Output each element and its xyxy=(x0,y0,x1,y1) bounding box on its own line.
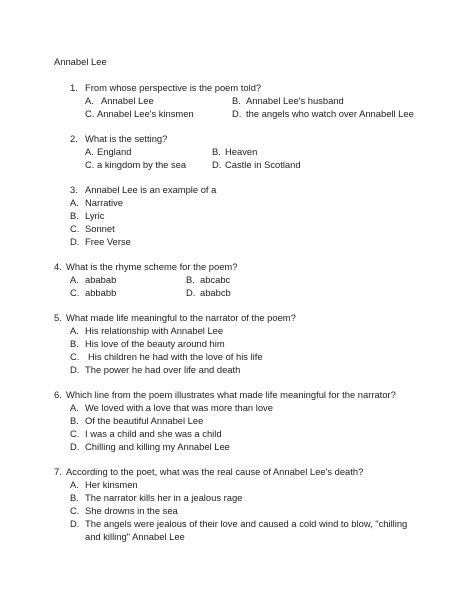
option-letter: D. xyxy=(186,287,196,298)
question-number: 6. xyxy=(54,389,62,400)
question-number: 1. xyxy=(70,82,78,93)
option-letter: B. xyxy=(212,146,221,157)
question-number: 3. xyxy=(70,184,78,195)
option-text: abcabc xyxy=(200,274,231,285)
option-letter: D. xyxy=(70,364,80,375)
option-text-continuation: and killing" Annabel Lee xyxy=(85,531,185,542)
option-text: I was a child and she was a child xyxy=(85,428,222,439)
option-text: Free Verse xyxy=(85,236,131,247)
option-text: Castle in Scotland xyxy=(225,159,301,170)
option-text: She drowns in the sea xyxy=(85,505,178,516)
option-text: We loved with a love that was more than love xyxy=(85,402,273,413)
option-text: abbabb xyxy=(85,287,117,298)
option-letter: A. xyxy=(70,197,79,208)
option-text: Annabel Lee's husband xyxy=(246,95,344,106)
question-number: 4. xyxy=(54,261,62,272)
option-text: Her kinsmen xyxy=(85,479,138,490)
option-letter: D. xyxy=(70,518,80,529)
option-letter: D. xyxy=(212,159,222,170)
option-text: ababab xyxy=(85,274,117,285)
option-letter: B. xyxy=(70,338,79,349)
option-letter: A. xyxy=(70,402,79,413)
option-letter: A. xyxy=(70,325,79,336)
option-text: The narrator kills her in a jealous rage xyxy=(85,492,243,503)
question-text: From whose perspective is the poem told? xyxy=(85,82,262,93)
option-text: His relationship with Annabel Lee xyxy=(85,325,224,336)
question-text: Which line from the poem illustrates what made life meaningful for the narrator? xyxy=(66,389,396,400)
option-letter: B. xyxy=(70,492,79,503)
option-letter: C. xyxy=(70,287,80,298)
option-text: His love of the beauty around him xyxy=(85,338,225,349)
option-text: Annabel Lee xyxy=(101,95,154,106)
option-letter: D. xyxy=(70,236,80,247)
option-text: Chilling and killing my Annabel Lee xyxy=(85,441,230,452)
option-letter: C. xyxy=(70,351,80,362)
question-text: What made life meaningful to the narrator of the poem? xyxy=(66,312,296,323)
option-text: The power he had over life and death xyxy=(85,364,241,375)
option-letter: D. xyxy=(70,441,80,452)
question-text: What is the setting? xyxy=(85,133,168,144)
option-letter: C. xyxy=(70,223,80,234)
option-letter: C. xyxy=(85,159,95,170)
option-letter: C. xyxy=(70,428,80,439)
option-text: Annabel Lee's kinsmen xyxy=(97,108,194,119)
option-text: Sonnet xyxy=(85,223,115,234)
document-title: Annabel Lee xyxy=(54,56,107,67)
question-text: According to the poet, what was the real cause of Annabel Lee's death? xyxy=(66,466,364,477)
option-text: Narrative xyxy=(85,197,124,208)
option-text: England xyxy=(97,146,132,157)
option-text: Heaven xyxy=(225,146,258,157)
question-number: 5. xyxy=(54,312,62,323)
option-text: the angels who watch over Annabell Lee xyxy=(246,108,414,119)
option-letter: B. xyxy=(232,95,241,106)
option-letter: C. xyxy=(70,505,80,516)
question-number: 2. xyxy=(70,133,78,144)
option-letter: A. xyxy=(85,95,94,106)
option-letter: B. xyxy=(186,274,195,285)
option-text: Lyric xyxy=(85,210,105,221)
option-text: The angels were jealous of their love and caused a cold wind to blow, "chilling xyxy=(85,518,408,529)
option-letter: B. xyxy=(70,210,79,221)
option-letter: A. xyxy=(85,146,94,157)
question-text: What is the rhyme scheme for the poem? xyxy=(66,261,238,272)
question-number: 7. xyxy=(54,466,62,477)
option-letter: B. xyxy=(70,415,79,426)
option-letter: D. xyxy=(232,108,242,119)
option-letter: C. xyxy=(85,108,95,119)
option-text: His children he had with the love of his life xyxy=(88,351,263,362)
question-text: Annabel Lee is an example of a xyxy=(85,184,217,195)
option-text: ababcb xyxy=(200,287,231,298)
option-text: a kingdom by the sea xyxy=(97,159,187,170)
option-text: Of the beautiful Annabel Lee xyxy=(85,415,204,426)
option-letter: A. xyxy=(70,274,79,285)
option-letter: A. xyxy=(70,479,79,490)
